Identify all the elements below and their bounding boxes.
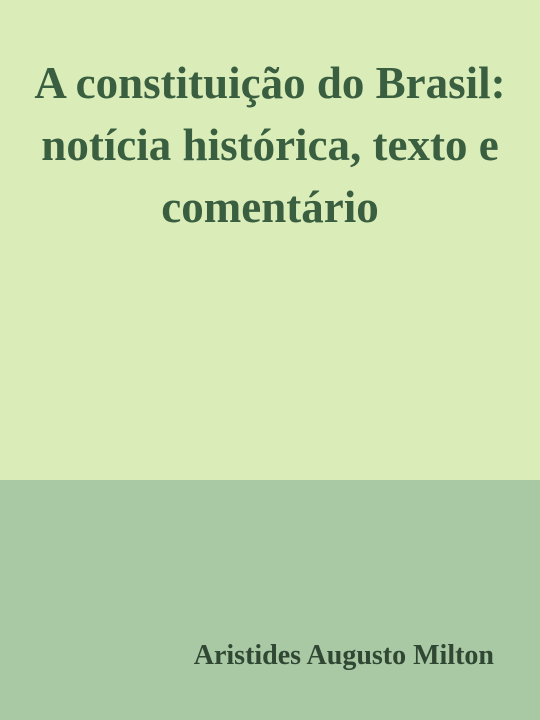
cover-bottom-panel — [0, 480, 540, 720]
book-title: A constituição do Brasil: notícia histórica, texto e comentário — [34, 58, 506, 232]
book-author: Aristides Augusto Milton — [193, 640, 494, 671]
